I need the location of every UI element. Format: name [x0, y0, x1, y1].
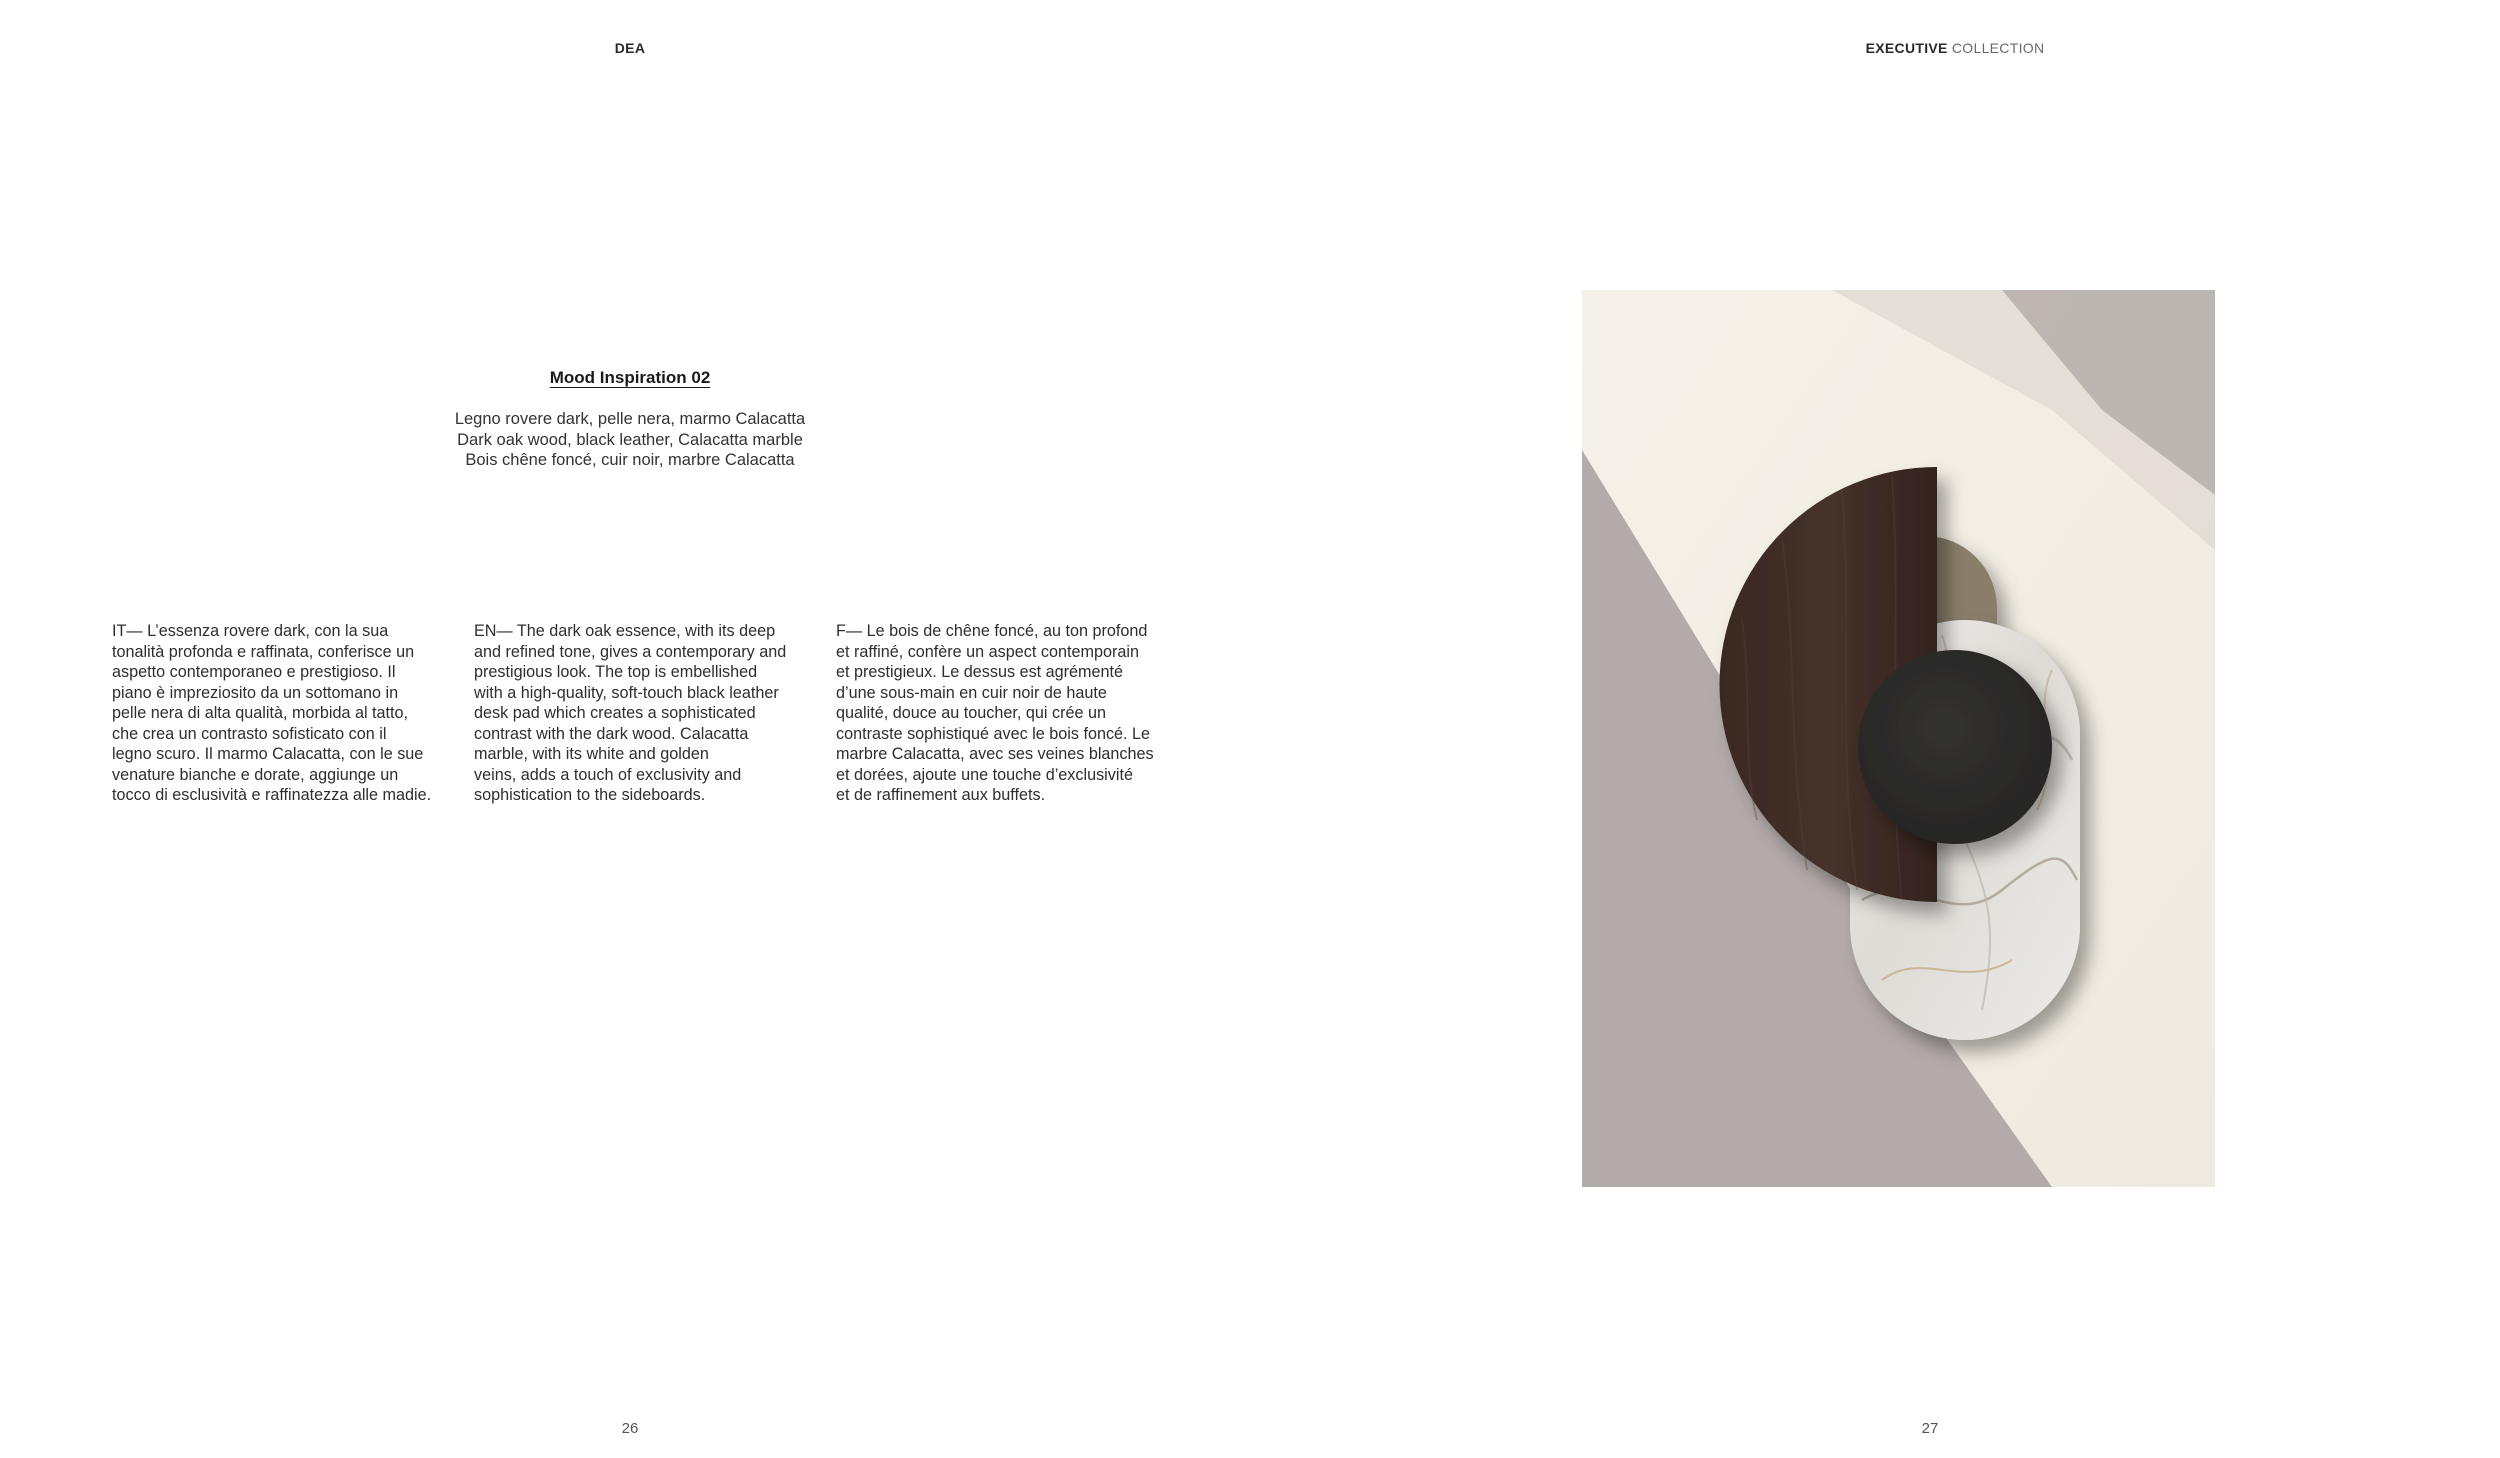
- text-line: et raffiné, confère un aspect contemporain: [836, 642, 1139, 661]
- materials-list: [380, 409, 880, 471]
- text-line: with a high-quality, soft-touch black leather: [474, 683, 779, 702]
- text-line: piano è impreziosito da un sottomano in: [112, 683, 399, 702]
- mood-board-svg: [1582, 290, 2215, 1187]
- mood-title-text: Mood Inspiration 02: [549, 368, 711, 387]
- text-line: prestigious look. The top is embellished: [474, 663, 758, 681]
- materials-line-en: Dark oak wood, black leather, Calacatta marble: [457, 430, 803, 449]
- page-number-left: 26: [621, 1420, 639, 1437]
- running-head-left: DEA: [614, 40, 646, 56]
- text-line: tocco di esclusività e raffinatezza alle madie.: [112, 786, 432, 804]
- black-leather-disc: [1858, 650, 2052, 844]
- text-line: che crea un contrasto sofisticato con il: [112, 724, 387, 743]
- mood-title: [430, 368, 830, 388]
- italian-text-column: [112, 621, 442, 806]
- text-line: EN— The dark oak essence, with its deep: [474, 622, 776, 640]
- mood-board-image: [1582, 290, 2215, 1187]
- french-text-column: [836, 621, 1166, 806]
- text-line: legno scuro. Il marmo Calacatta, con le sue: [112, 745, 424, 763]
- running-head-bold: EXECUTIVE: [1865, 40, 1948, 56]
- text-line: and refined tone, gives a contemporary and: [474, 642, 787, 661]
- text-line: aspetto contemporaneo e prestigioso. Il: [112, 663, 396, 681]
- text-line: et de raffinement aux buffets.: [836, 786, 1046, 804]
- text-line: et prestigieux. Le dessus est agrémenté: [836, 663, 1124, 681]
- english-text-column: [474, 621, 804, 806]
- running-head-right: [1755, 40, 2155, 56]
- materials-line-fr: Bois chêne foncé, cuir noir, marbre Calacatta: [465, 451, 795, 469]
- text-line: desk pad which creates a sophisticated: [474, 704, 756, 722]
- materials-line-it: Legno rovere dark, pelle nera, marmo Calacatta: [454, 410, 806, 428]
- text-line: veins, adds a touch of exclusivity and: [474, 765, 742, 784]
- text-line: d’une sous-main en cuir noir de haute: [836, 683, 1107, 702]
- text-line: qualité, douce au toucher, qui crée un: [836, 704, 1106, 722]
- text-line: contrast with the dark wood. Calacatta: [474, 724, 749, 743]
- text-line: pelle nera di alta qualità, morbida al tatto,: [112, 704, 409, 722]
- page-number-right: 27: [1921, 1420, 1939, 1437]
- text-line: IT— L’essenza rovere dark, con la sua: [112, 622, 389, 640]
- text-line: et dorées, ajoute une touche d’exclusivité: [836, 765, 1133, 784]
- text-line: contraste sophistiqué avec le bois foncé. Le: [836, 724, 1151, 743]
- right-page: [1250, 0, 2500, 1458]
- text-line: F— Le bois de chêne foncé, au ton profond: [836, 622, 1148, 640]
- text-line: marbre Calacatta, avec ses veines blanches: [836, 745, 1154, 763]
- running-head-light: COLLECTION: [1951, 40, 2045, 56]
- text-line: marble, with its white and golden: [474, 745, 709, 763]
- text-line: tonalità profonda e raffinata, conferisce un: [112, 642, 415, 661]
- text-line: venature bianche e dorate, aggiunge un: [112, 765, 399, 784]
- text-line: sophistication to the sideboards.: [474, 786, 706, 804]
